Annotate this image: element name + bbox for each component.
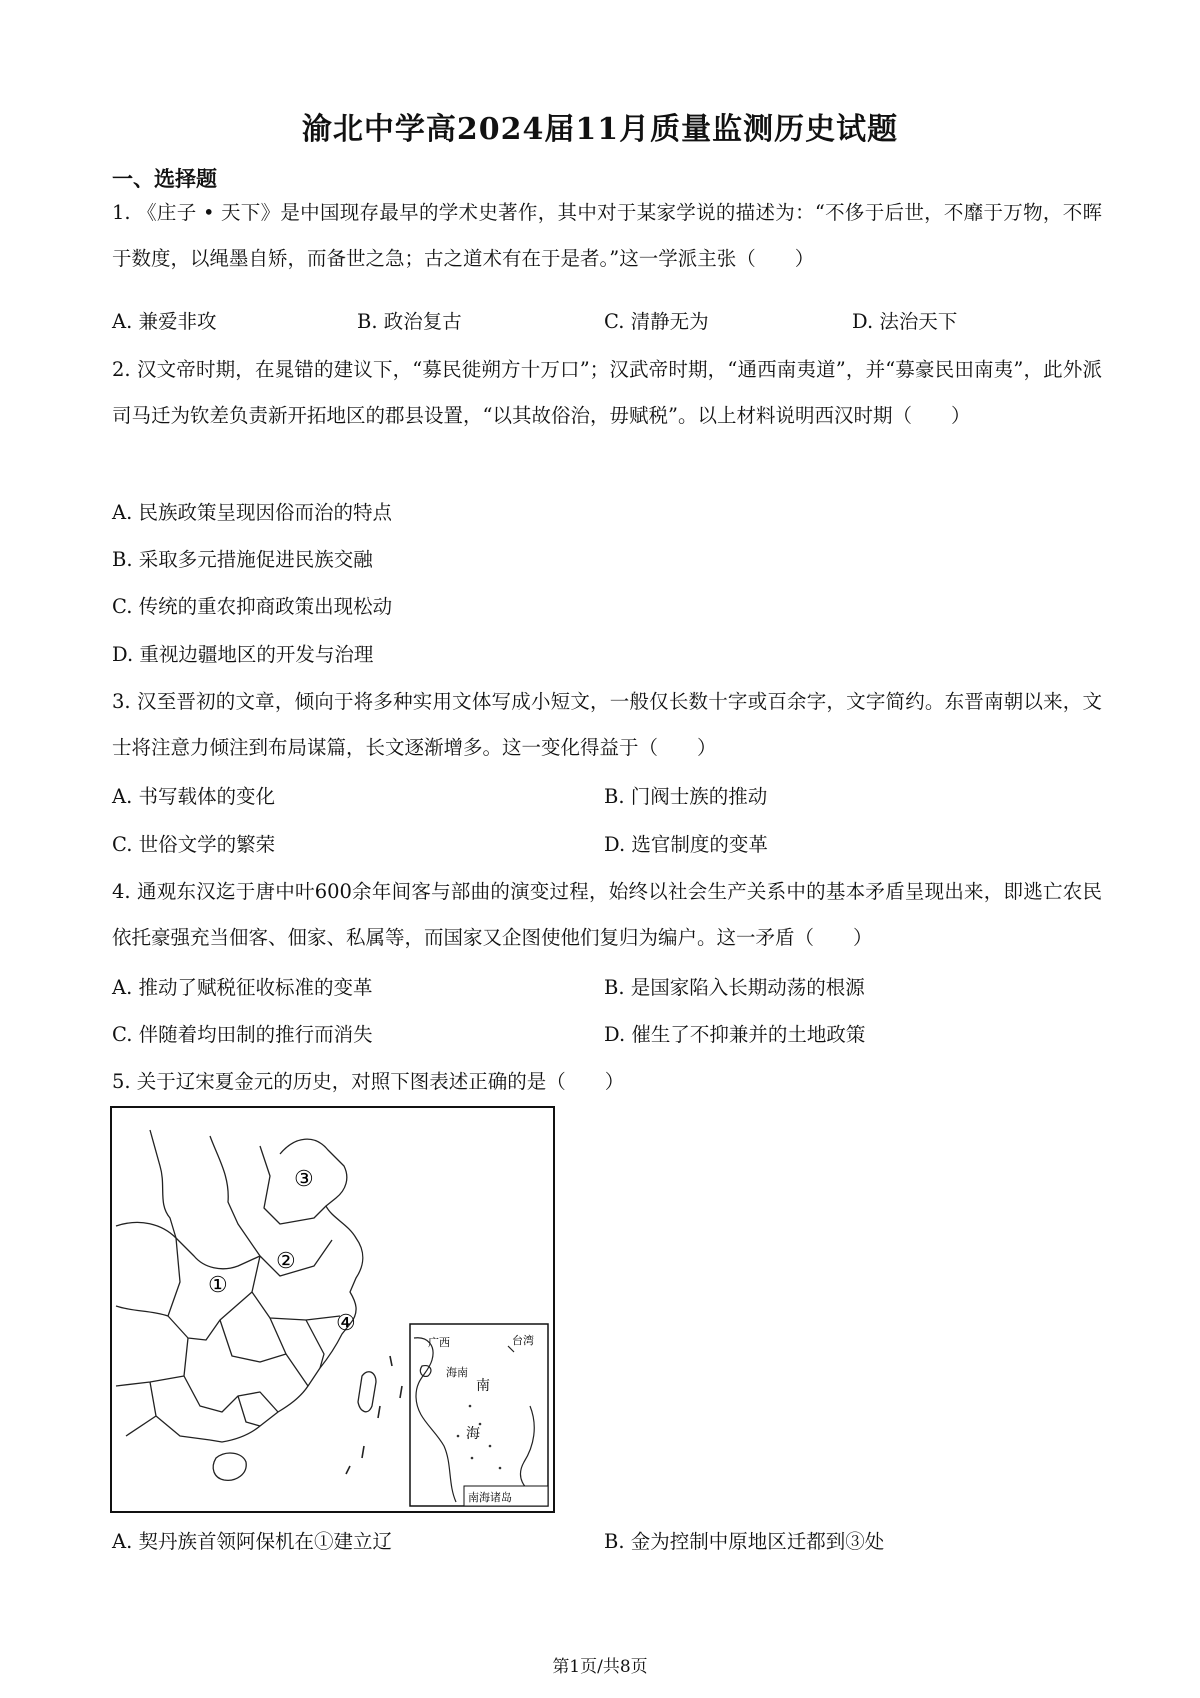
q4-option-d: D. 催生了不抑兼并的土地政策 [604, 1023, 866, 1046]
inset-label-nan: 南 [476, 1378, 490, 1394]
q2-option-c: C. 传统的重农抑商政策出现松动 [112, 595, 393, 618]
q4-option-a: A. 推动了赋税征收标准的变革 [112, 976, 373, 999]
inset-label-guangxi: 广西 [428, 1336, 450, 1349]
q3-option-c: C. 世俗文学的繁荣 [112, 833, 276, 856]
q1-option-c: C. 清静无为 [604, 310, 709, 333]
question-4-stem: 4. 通观东汉迄于唐中叶600余年间客与部曲的演变过程，始终以社会生产关系中的基本矛盾呈现出来，即逃亡农民依托豪强充当佃客、佃家、私属等，而国家又企图使他们复归为编户。这一矛盾（ ） [112, 880, 1102, 949]
q2-option-a: A. 民族政策呈现因俗而治的特点 [112, 501, 392, 524]
section-heading: 一、选择题 [112, 166, 217, 191]
q4-option-c: C. 伴随着均田制的推行而消失 [112, 1023, 373, 1046]
south-china-sea-inset [410, 1324, 548, 1506]
question-3-stem: 3. 汉至晋初的文章，倾向于将多种实用文体写成小短文，一般仅长数十字或百余字，文字简约。东晋南朝以来，文士将注意力倾注到布局谋篇，长文逐渐增多。这一变化得益于（ ） [112, 690, 1102, 759]
marker-1: ① [208, 1273, 228, 1298]
inset-label-taiwan: 台湾 [512, 1334, 534, 1347]
marker-3: ③ [294, 1167, 314, 1192]
q5-option-b: B. 金为控制中原地区迁都到③处 [604, 1530, 885, 1553]
q3-option-b: B. 门阀士族的推动 [604, 785, 768, 808]
inset-label-hainan: 海南 [446, 1366, 468, 1379]
marker-4: ④ [336, 1311, 356, 1336]
question-5-stem: 5. 关于辽宋夏金元的历史，对照下图表述正确的是（ ） [112, 1070, 625, 1093]
page-title: 渝北中学高2024届11月质量监测历史试题 [301, 112, 899, 147]
q3-option-a: A. 书写载体的变化 [112, 785, 275, 808]
inset-label-hai: 海 [466, 1426, 480, 1442]
song-liao-map [110, 1106, 555, 1513]
q1-option-a: A. 兼爱非攻 [112, 310, 217, 333]
q3-option-d: D. 选官制度的变革 [604, 833, 768, 856]
q1-option-b: B. 政治复古 [357, 310, 462, 333]
question-2-stem: 2. 汉文帝时期，在晁错的建议下，“募民徙朔方十万口”；汉武帝时期，“通西南夷道”，并“募豪民田南夷”，此外派司马迁为钦差负责新开拓地区的郡县设置，“以其故俗治，毋赋税”。以上材料说明西汉时期（ ） [112, 358, 1102, 427]
q4-option-b: B. 是国家陷入长期动荡的根源 [604, 976, 865, 999]
q1-option-d: D. 法治天下 [852, 310, 958, 333]
q5-option-a: A. 契丹族首领阿保机在①建立辽 [112, 1530, 392, 1553]
q2-option-d: D. 重视边疆地区的开发与治理 [112, 643, 374, 666]
q2-option-b: B. 采取多元措施促进民族交融 [112, 548, 373, 571]
question-1-stem: 1. 《庄子 • 天下》是中国现存最早的学术史著作，其中对于某家学说的描述为：“不侈于后世，不靡于万物，不晖于数度，以绳墨自矫，而备世之急；古之道术有在于是者。”这一学派主张（ ） [112, 201, 1102, 270]
inset-label-islands: 南海诸岛 [468, 1491, 512, 1504]
page-footer: 第1页/共8页 [552, 1657, 648, 1677]
marker-2: ② [276, 1249, 296, 1274]
